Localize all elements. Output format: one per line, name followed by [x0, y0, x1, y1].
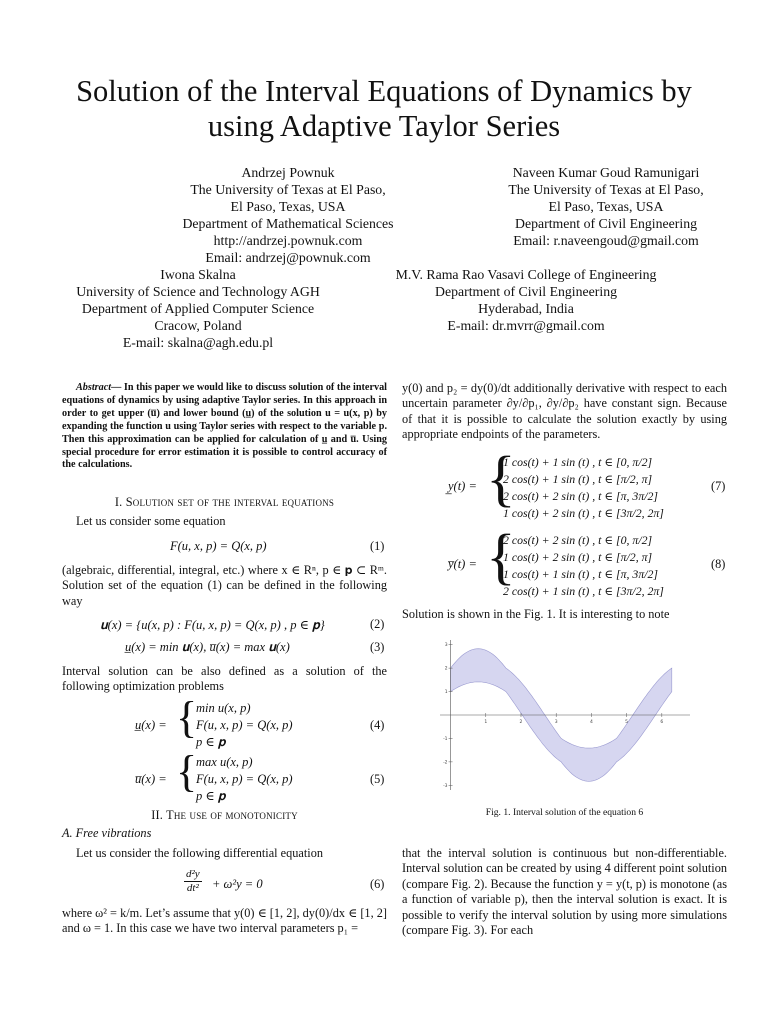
author-location: El Paso, Texas, USA: [230, 199, 346, 214]
paragraph: (algebraic, differential, integral, etc.) where x ∈ Rⁿ, p ∈ 𝐩 ⊂ Rᵐ. Solution set of the equation (1) can be defined in the following way: [62, 563, 387, 608]
section-heading-1: I. Solution set of the interval equations: [114, 495, 335, 509]
equation-6: + ω²y = 0: [212, 877, 263, 891]
left-brace-icon: {: [176, 693, 198, 742]
system-line: 1 cos(t) + 2 sin (t) , t ∈ [π/2, π]: [503, 550, 653, 564]
paragraph: Solution is shown in the Fig. 1. It is interesting to note: [402, 607, 670, 621]
author-name: Naveen Kumar Goud Ramunigari: [512, 165, 700, 180]
x-tick-label: 5: [625, 720, 629, 725]
equation-number: (3): [370, 640, 385, 654]
x-tick-label: 1: [484, 720, 488, 725]
paragraph: where ω² = k/m. Let’s assume that y(0) ∈ [1, 2], dy(0)/dx ∈ [1, 2] and ω = 1. In this case we have two interval parameters p₁ =: [62, 906, 387, 936]
figure-1-chart: [440, 640, 690, 790]
system-line: 2 cos(t) + 1 sin (t) , t ∈ [3π/2, 2π]: [503, 584, 664, 598]
fraction-numerator: d²y: [186, 868, 200, 880]
author-block-4: [380, 266, 672, 334]
author-affiliation: M.V. Rama Rao Vasavi College of Engineering: [395, 267, 657, 282]
system-line: 2 cos(t) + 2 sin (t) , t ∈ [0, π/2]: [503, 533, 653, 547]
equation-1: F(u, x, p) = Q(x, p): [170, 539, 267, 553]
equation-number: (7): [711, 479, 726, 493]
paper-title: Solution of the Interval Equations of Dynamics by using Adaptive Taylor Series: [76, 74, 692, 143]
author-block-1: [160, 164, 416, 266]
equation-5-lhs: u̅(x) =: [135, 772, 167, 786]
paragraph: that the interval solution is continuous but non-differentiable. Interval solution can be created by using 4 different point solution (compare Fig. 2). Because the function y = y(t, p) is monotone (as a function of variable p), then the interval solution is exact. It is possible to verify the interval solution by using more simulations (compare Fig. 3). For each: [402, 846, 727, 938]
y-tick-label: -2: [443, 760, 448, 766]
author-department: Department of Civil Engineering: [435, 284, 617, 299]
system-line: p ∈ 𝐩: [196, 789, 226, 803]
system-line: max u(x, p): [196, 755, 253, 769]
system-line: 2 cos(t) + 1 sin (t) , t ∈ [π/2, π]: [503, 472, 653, 486]
system-line: 2 cos(t) + 2 sin (t) , t ∈ [π, 3π/2]: [503, 489, 658, 503]
equation-number: (2): [370, 617, 385, 631]
x-tick-label: 3: [554, 720, 558, 725]
y-tick-label: -1: [443, 736, 448, 742]
subsection-heading: A. Free vibrations: [62, 826, 152, 840]
section-heading-2: II. The use of monotonicity: [151, 808, 298, 822]
equation-3: u̲(x) = min 𝐮(x), u̅(x) = max 𝐮(x): [125, 640, 290, 654]
equation-7-lhs: y̲(t) =: [448, 479, 477, 493]
x-tick-label: 4: [589, 720, 593, 725]
left-brace-icon: {: [486, 523, 516, 591]
paragraph: Let us consider some equation: [76, 514, 226, 528]
y-tick-label: 3: [444, 643, 448, 649]
y-tick-label: -3: [443, 783, 448, 789]
system-line: min u(x, p): [196, 701, 251, 715]
author-affiliation: The University of Texas at El Paso,: [190, 182, 386, 197]
equation-8-lhs: y̅(t) =: [448, 557, 477, 571]
equation-7-system: [503, 454, 664, 522]
left-brace-icon: {: [176, 747, 198, 796]
author-block-2: [486, 164, 726, 249]
x-tick-label: 2: [519, 720, 523, 725]
equation-number: (6): [370, 877, 385, 891]
author-affiliation: The University of Texas at El Paso,: [508, 182, 704, 197]
figure-caption: Fig. 1. Interval solution of the equation 6: [485, 807, 644, 818]
abstract-text: — In this paper we would like to discuss solution of the interval equations of dynamics by using adaptive Taylor series. In this approach in order to get upper (u̅) and lower bound (u̲) of the solution u = u(x, p) by expanding the function u using Taylor series with respect to the variable p. Then this approximation can be applied for calculation of u̲ and u̅. Using special procedure for error estimation it is possible to control accuracy of the calculations.: [62, 382, 387, 471]
y-tick-label: 2: [444, 666, 448, 672]
author-department: Department of Mathematical Sciences: [182, 216, 394, 231]
paragraph: y(0) and p₂ = dy(0)/dt additionally derivative with respect to each uncertain parameter ∂y/∂p₁, ∂y/∂p₂ have constant sign. Because of that it is possible to calculate the solution exactly by using appropriate endpoints of the parameters.: [402, 381, 727, 442]
system-line: F(u, x, p) = Q(x, p): [196, 718, 293, 732]
equation-4-system: [196, 700, 293, 751]
author-location: Cracow, Poland: [154, 318, 242, 333]
system-line: 1 cos(t) + 1 sin (t) , t ∈ [0, π/2]: [503, 455, 653, 469]
left-brace-icon: {: [486, 445, 516, 513]
author-department: Department of Applied Computer Science: [81, 301, 315, 316]
author-location: El Paso, Texas, USA: [548, 199, 664, 214]
paragraph: Let us consider the following differential equation: [76, 846, 324, 860]
author-name: Andrzej Pownuk: [241, 165, 335, 180]
equation-number: (8): [711, 557, 726, 571]
author-location: Hyderabad, India: [478, 301, 574, 316]
y-tick-label: 1: [444, 690, 448, 696]
x-tick-label: 6: [660, 720, 664, 725]
author-email[interactable]: E-mail: skalna@agh.edu.pl: [122, 335, 274, 350]
equation-number: (4): [370, 718, 385, 732]
fraction-denominator: dt²: [186, 882, 199, 894]
equation-5-system: [196, 754, 293, 805]
equation-4-lhs: u̲(x) =: [135, 718, 167, 732]
system-line: F(u, x, p) = Q(x, p): [196, 772, 293, 786]
author-email[interactable]: E-mail: dr.mvrr@gmail.com: [447, 318, 605, 333]
abstract: [62, 382, 387, 472]
equation-number: (5): [370, 772, 385, 786]
equation-8-system: [503, 532, 664, 600]
author-email[interactable]: Email: andrzej@pownuk.com: [205, 250, 371, 265]
equation-number: (1): [370, 539, 385, 553]
author-affiliation: University of Science and Technology AGH: [76, 284, 320, 299]
author-email[interactable]: Email: r.naveengoud@gmail.com: [513, 233, 699, 248]
system-line: p ∈ 𝐩: [196, 735, 226, 749]
author-name: Iwona Skalna: [160, 267, 236, 282]
equation-2: 𝐮(x) = {u(x, p) : F(u, x, p) = Q(x, p) , p ∈ 𝐩}: [100, 618, 325, 632]
author-url[interactable]: http://andrzej.pownuk.com: [213, 233, 363, 248]
system-line: 1 cos(t) + 1 sin (t) , t ∈ [π, 3π/2]: [503, 567, 658, 581]
paragraph: Interval solution can be also defined as a solution of the following optimization problems: [62, 664, 387, 694]
author-department: Department of Civil Engineering: [515, 216, 697, 231]
author-block-3: [40, 266, 356, 351]
abstract-lead: Abstract: [76, 382, 112, 393]
system-line: 1 cos(t) + 2 sin (t) , t ∈ [3π/2, 2π]: [503, 506, 664, 520]
equation-6-fraction: [184, 868, 202, 895]
